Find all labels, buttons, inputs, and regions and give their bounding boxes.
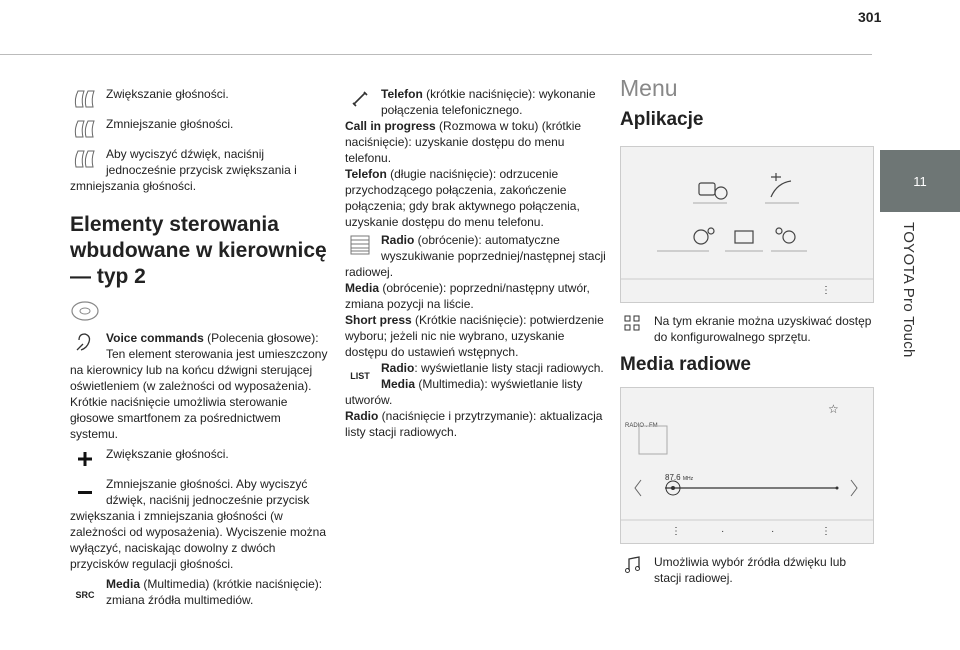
- radio3-desc: (naciśnięcie i przytrzymanie): aktualizacja listy stacji radiowych.: [345, 409, 603, 439]
- radio-desc: Umożliwia wybór źródła dźwięku lub stacji radiowej.: [654, 555, 847, 585]
- vol-up-item-2: [70, 446, 332, 472]
- radio-source-label: RADIO . FM: [625, 423, 658, 429]
- menu-heading: Menu: [620, 75, 678, 101]
- media-text: [70, 576, 332, 608]
- tel2-bold: Telefon: [345, 167, 387, 181]
- voice-text: [70, 330, 332, 442]
- vol-down-text: Zmniejszanie głośności.: [106, 117, 234, 131]
- radio-heading: Media radiowe: [620, 354, 751, 375]
- steering-wheel-icon: [70, 300, 332, 326]
- column-2: [345, 86, 607, 440]
- radio2-desc: : wyświetlanie listy stacji radiowych.: [414, 361, 604, 375]
- freq-unit: MHz: [682, 476, 694, 482]
- vol-up-text-2: Zwiększanie głośności.: [106, 447, 229, 461]
- media2-text: [345, 376, 607, 408]
- voice-bold: Voice commands: [106, 331, 204, 345]
- svg-text:·: ·: [771, 526, 775, 537]
- media-desc: (Multimedia) (krótkie naciśnięcie): zmiana źródła multimediów.: [106, 577, 323, 607]
- mute-item: [70, 146, 332, 194]
- call-desc: (Rozmowa w toku) (krótkie naciśnięcie): uzyskanie dostępu do menu telefonu.: [345, 119, 582, 165]
- svg-text:⋮: ⋮: [821, 285, 831, 296]
- music-note-icon: [624, 556, 642, 578]
- short-bold: Short press: [345, 313, 412, 327]
- list-button-icon: LIST: [350, 371, 370, 381]
- chapter-number: 11: [880, 150, 960, 212]
- svg-text:☆: ☆: [828, 402, 839, 416]
- freq-value: 87.6: [665, 473, 681, 482]
- tel2-desc: (długie naciśnięcie): odrzucenie przychodzącego połączenia, zakończenie połączenia; gdy brak aktywnego połączenia, uzyskanie dostępu do menu telefonu.: [345, 167, 580, 229]
- minus-icon: [70, 476, 100, 502]
- svg-text:⋮: ⋮: [671, 526, 681, 537]
- steering-button-icon: [70, 116, 100, 142]
- media-bold: Media: [106, 577, 141, 591]
- radio2-bold: Radio: [381, 361, 415, 375]
- apps-desc-block: [620, 313, 872, 345]
- voice-command-icon: [70, 330, 100, 356]
- vol-down-item-2: [70, 476, 332, 572]
- short-desc: (Krótkie naciśnięcie): potwierdzenie wyboru; jeżeli nic nie wybrano, uzyskanie dostępu do ustawień wstępnych.: [345, 313, 604, 359]
- media2-bold: Media: [381, 377, 416, 391]
- src-button-icon: SRC: [75, 590, 95, 600]
- apps-heading: Aplikacje: [620, 109, 704, 130]
- radio-desc-block: [620, 554, 872, 586]
- apps-desc: Na tym ekranie można uzyskiwać dostęp do konfigurowalnego sprzętu.: [654, 314, 872, 344]
- radio-text: [345, 232, 607, 280]
- tel-bold: Telefon: [381, 87, 423, 101]
- vol-up-item: [70, 86, 332, 112]
- short-text: [345, 312, 607, 360]
- svg-text:·: ·: [721, 526, 725, 537]
- chapter-title: TOYOTA Pro Touch: [900, 222, 917, 358]
- call-text: [345, 118, 607, 166]
- wheel-block: [345, 232, 607, 360]
- mute-text: Aby wyciszyć dźwięk, naciśnij jednocześnie przycisk zwiększania i zmniejszania głośności.: [70, 147, 297, 193]
- radio-screen-illustration: [620, 387, 874, 544]
- phone-block: [345, 86, 607, 230]
- media-rot-desc: (obrócenie): poprzedni/następny utwór, zmiana pozycji na liście.: [345, 281, 590, 311]
- plus-icon: [70, 446, 100, 472]
- radio3-text: [345, 408, 607, 440]
- voice-item: [70, 330, 332, 442]
- column-3: [620, 75, 872, 586]
- section-heading-steering: Elementy sterowania wbudowane w kierownicę — typ 2: [70, 213, 327, 288]
- grid-icon: [624, 315, 640, 335]
- radio-desc: (obrócenie): automatyczne wyszukiwanie poprzedniej/następnej stacji radiowej.: [345, 233, 606, 279]
- radio-bold: Radio: [381, 233, 415, 247]
- voice-desc: (Polecenia głosowe): Ten element sterowania jest umieszczony na kierownicy lub na końcu dźwigni sterującej oświetleniem (w zależności od wyposażenia). Krótkie naciśnięcie umożliwia sterowanie głosowe smartfonem za pośrednictwem systemu.: [70, 331, 328, 441]
- media-rot-bold: Media: [345, 281, 380, 295]
- tel-text: [345, 86, 607, 118]
- radio3-bold: Radio: [345, 409, 379, 423]
- steering-button-icon: [70, 146, 100, 172]
- list-block: [345, 360, 607, 440]
- media-item: [70, 576, 332, 608]
- top-rule: [0, 54, 872, 55]
- thumbwheel-icon: [345, 232, 375, 258]
- page-number: 301: [858, 9, 882, 25]
- tel2-text: [345, 166, 607, 230]
- vol-down-item: [70, 116, 332, 142]
- tel-desc: (krótkie naciśnięcie): wykonanie połączenia telefonicznego.: [381, 87, 596, 117]
- column-1: [70, 86, 332, 612]
- radio2-text: [345, 360, 607, 376]
- vol-up-text: Zwiększanie głośności.: [106, 87, 229, 101]
- vol-down-text-2: Zmniejszanie głośności. Aby wyciszyć dźwięk, naciśnij jednocześnie przycisk zwiększania i zmniejszania głośności (w zależności od wyposażenia). Wyciszenie można wyłączyć, naciskając dowolny z dwóch przycisków regulacji głośności.: [70, 477, 327, 571]
- chapter-sidebar: [880, 150, 960, 650]
- media2-desc: (Multimedia): wyświetlanie listy utworów.: [345, 377, 583, 407]
- steering-button-icon: [70, 86, 100, 112]
- apps-screen-illustration: [620, 146, 874, 303]
- call-bold: Call in progress: [345, 119, 436, 133]
- media-rot-text: [345, 280, 607, 312]
- phone-icon: [345, 86, 375, 112]
- svg-text:⋮: ⋮: [821, 526, 831, 537]
